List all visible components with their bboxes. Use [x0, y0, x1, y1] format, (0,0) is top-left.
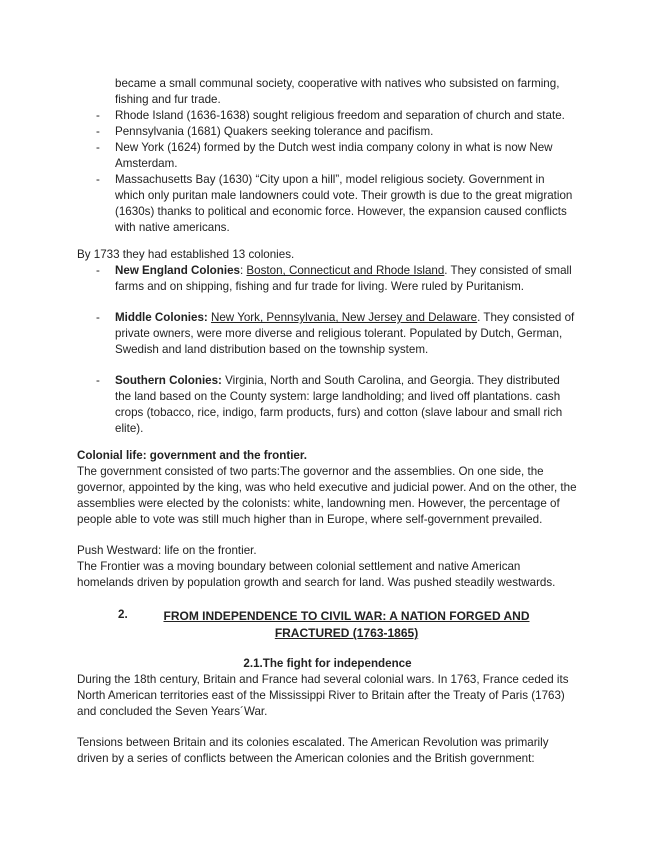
subsection-paragraph-1: During the 18th century, Britain and France had several colonial wars. In 1763, France ceded its North American territories east of the Mississippi River to Britain after the Treaty of Paris (1763) and concluded the Seven Years´War. — [77, 673, 569, 718]
early-colonies-list — [0, 108, 655, 236]
bullet-dash: - — [96, 109, 100, 122]
section-title-line1: FROM INDEPENDENCE TO CIVIL WAR: A NATION FORGED AND — [163, 609, 530, 623]
section-2-heading — [0, 606, 655, 646]
colony-list-section — [0, 76, 655, 236]
push-heading: Push Westward: life on the frontier. — [77, 544, 257, 557]
list-continuation: became a small communal society, cooperative with natives who subsisted on farming, fishing and fur trade. — [115, 77, 560, 106]
subsection-2-1 — [0, 656, 655, 767]
colonial-paragraph: The government consisted of two parts:The governor and the assemblies. On one side, the governor, appointed by the king, was who held executive and judicial power. And on the other, the assemblies were elected by the colonists: white, landowning men. However, the percentage of people able to vote was still much higher than in Europe, where self-government prevailed. — [77, 465, 577, 526]
push-paragraph: The Frontier was a moving boundary between colonial settlement and native American homelands driven by population growth and search for land. Was pushed steadily westwards. — [77, 560, 556, 589]
list-item-southern: - Southern Colonies: Virginia, North and South Carolina, and Georgia. They distributed the land based on the County system: large landholding; and lived off plantations. cash crops (tobacco, rice, indigo, farm products, furs) and cotton (slave labour and small rich elite). — [96, 374, 563, 435]
bullet-dash: - — [96, 264, 100, 277]
colonies-intro: By 1733 they had established 13 colonies. — [77, 248, 295, 261]
list-item: - Rhode Island (1636-1638) sought religious freedom and separation of church and state. — [96, 109, 565, 122]
subsection-paragraph-2: Tensions between Britain and its colonies escalated. The American Revolution was primarily driven by a series of conflicts between the American colonies and the British government: — [77, 736, 549, 765]
list-item-middle: - Middle Colonies: New York, Pennsylvania, New Jersey and Delaware. They consisted of private owners, were more diverse and religious tolerant. Populated by Dutch, German, Swedish and land distribution based on the township system. — [96, 311, 575, 356]
section-title-line2: FRACTURED (1763-1865) — [274, 626, 419, 640]
colonial-life-section — [0, 448, 655, 528]
section-number: 2. — [118, 608, 128, 621]
bullet-dash: - — [96, 141, 100, 154]
list-item: - New York (1624) formed by the Dutch west india company colony in what is now New Amsterdam. — [96, 141, 553, 170]
list-item-new-england: - New England Colonies: Boston, Connecticut and Rhode Island. They consisted of small farms and on shipping, fishing and fur trade for living. Were ruled by Puritanism. — [96, 264, 572, 293]
thirteen-colonies-section — [0, 247, 655, 437]
bullet-dash: - — [96, 125, 100, 138]
bullet-dash: - — [96, 311, 100, 324]
bullet-dash: - — [96, 374, 100, 387]
colonial-heading: Colonial life: government and the frontier. — [77, 449, 307, 462]
push-westward-section — [0, 543, 655, 591]
list-item: - Pennsylvania (1681) Quakers seeking tolerance and pacifism. — [96, 125, 434, 138]
subsection-title: 2.1.The fight for independence — [243, 657, 412, 670]
list-item: - Massachusetts Bay (1630) “City upon a hill”, model religious society. Government in which only puritan male landowners could vote. Their growth is due to the great migration (1630s) thanks to political and economic force. However, the expansion caused conflicts with native americans. — [96, 173, 573, 234]
bullet-dash: - — [96, 173, 100, 186]
